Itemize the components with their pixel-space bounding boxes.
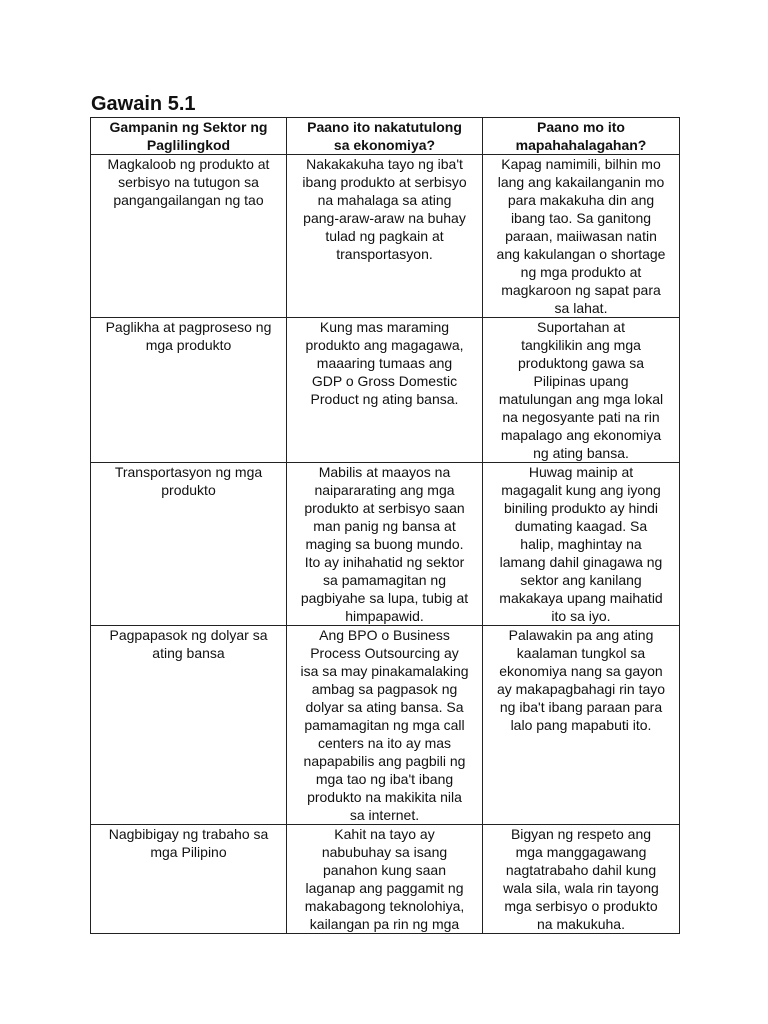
table-row xyxy=(91,318,680,463)
header-economy-help: Paano ito nakatutulong sa ekonomiya? xyxy=(287,118,483,155)
document-title: Gawain 5.1 xyxy=(91,93,196,115)
table-row xyxy=(91,463,680,626)
table-cell-role: Pagpapasok ng dolyar sa ating bansa xyxy=(91,626,287,825)
activity-table xyxy=(90,117,680,934)
header-role: Gampanin ng Sektor ng Paglilingkod xyxy=(91,118,287,155)
table-cell-role: Magkaloob ng produkto at serbisyo na tutugon sa pangangailangan ng tao xyxy=(91,155,287,318)
table-row xyxy=(91,155,680,318)
table-cell-appreciation: Kapag namimili, bilhin mo lang ang kakailanganin mo para makakuha din ang ibang tao. Sa ganitong paraan, maiiwasan natin ang kakulangan o shortage ng mga produkto at magkaroon ng sapat para sa lahat. xyxy=(483,155,680,318)
table-cell-economy-help: Mabilis at maayos na naipararating ang mga produkto at serbisyo saan man panig ng bansa at maging sa buong mundo. Ito ay inihahatid ng sektor sa pamamagitan ng pagbiyahe sa lupa, tubig at himpapawid. xyxy=(287,463,483,626)
table-cell-appreciation: Suportahan at tangkilikin ang mga produktong gawa sa Pilipinas upang matulungan ang mga lokal na negosyante pati na rin mapalago ang ekonomiya ng ating bansa. xyxy=(483,318,680,463)
table-cell-economy-help: Nakakakuha tayo ng iba't ibang produkto at serbisyo na mahalaga sa ating pang-araw-araw na buhay tulad ng pagkain at transportasyon. xyxy=(287,155,483,318)
table-cell-economy-help: Kahit na tayo ay nabubuhay sa isang panahon kung saan laganap ang paggamit ng makabagong teknolohiya, kailangan pa rin ng mga xyxy=(287,825,483,934)
table-cell-economy-help: Kung mas maraming produkto ang magagawa, maaaring tumaas ang GDP o Gross Domestic Product ng ating bansa. xyxy=(287,318,483,463)
table-cell-appreciation: Bigyan ng respeto ang mga manggagawang nagtatrabaho dahil kung wala sila, wala rin tayong mga serbisyo o produkto na makukuha. xyxy=(483,825,680,934)
table-cell-economy-help: Ang BPO o Business Process Outsourcing ay isa sa may pinakamalaking ambag sa pagpasok ng dolyar sa ating bansa. Sa pamamagitan ng mga call centers na ito ay mas napapabilis ang pagbili ng mga tao ng iba't ibang produkto na makikita nila sa internet. xyxy=(287,626,483,825)
table-row xyxy=(91,626,680,825)
table-cell-appreciation: Palawakin pa ang ating kaalaman tungkol sa ekonomiya nang sa gayon ay makapagbahagi rin tayo ng iba't ibang paraan para lalo pang mapabuti ito. xyxy=(483,626,680,825)
table-cell-role: Paglikha at pagproseso ng mga produkto xyxy=(91,318,287,463)
table-cell-appreciation: Huwag mainip at magagalit kung ang iyong biniling produkto ay hindi dumating kaagad. Sa halip, maghintay na lamang dahil ginagawa ng sektor ang kanilang makakaya upang maihatid ito sa iyo. xyxy=(483,463,680,626)
table-cell-role: Transportasyon ng mga produkto xyxy=(91,463,287,626)
table-row xyxy=(91,825,680,934)
table-cell-role: Nagbibigay ng trabaho sa mga Pilipino xyxy=(91,825,287,934)
header-row xyxy=(91,118,680,155)
header-appreciation: Paano mo ito mapahahalagahan? xyxy=(483,118,680,155)
